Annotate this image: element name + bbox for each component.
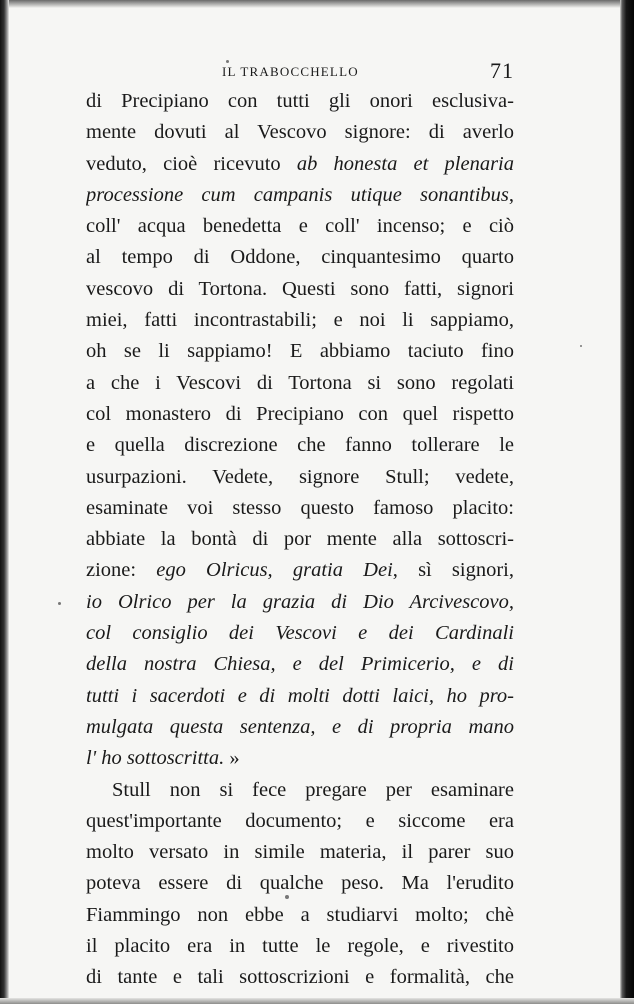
italic-text-segment: tutti i sacerdoti e di molti dotti laici, ho pro-	[86, 684, 514, 707]
text-segment: mente dovuti al Vescovo signore: di averlo	[86, 121, 514, 144]
italic-text-segment: io Olrico per la grazia di Dio Arcivescovo,	[86, 590, 514, 613]
italic-text-segment: col consiglio dei Vescovi e dei Cardinali	[86, 622, 514, 645]
text-segment: abbiate la bontà di por mente alla sottoscri-	[86, 528, 514, 551]
page-bottom-edge	[0, 998, 634, 1004]
italic-text-segment: ego Olricus, gratia Dei	[156, 559, 393, 582]
text-segment: di tante e tali sottoscrizioni e formalità, che	[86, 966, 514, 989]
text-line	[86, 681, 514, 712]
text-line	[86, 837, 514, 868]
text-line	[86, 524, 514, 555]
text-line	[86, 399, 514, 430]
binding-edge	[0, 0, 9, 1004]
page-number: 71	[490, 58, 514, 83]
text-line	[86, 868, 514, 899]
text-segment: Stull non si fece pregare per esaminare	[112, 778, 514, 801]
text-segment: quest'importante documento; e siccome era	[86, 809, 514, 832]
text-segment: veduto, cioè ricevuto	[86, 152, 297, 175]
body-text	[86, 86, 514, 994]
text-line	[86, 743, 514, 774]
text-line	[86, 368, 514, 399]
running-head	[86, 58, 514, 86]
ink-speck	[580, 345, 582, 347]
text-line	[86, 430, 514, 461]
text-line	[86, 649, 514, 680]
text-line	[86, 180, 514, 211]
italic-text-segment: ab honesta et plenaria	[296, 152, 514, 175]
text-line	[86, 242, 514, 273]
text-segment: zione:	[86, 559, 157, 582]
text-segment: »	[224, 747, 240, 770]
text-segment: coll' acqua benedetta e coll' incenso; e ciò	[86, 215, 514, 238]
italic-text-segment: l' ho sottoscritta.	[86, 747, 225, 770]
text-segment: usurpazioni. Vedete, signore Stull; vedete,	[86, 465, 514, 488]
text-segment: esaminate voi stesso questo famoso placito:	[86, 496, 514, 519]
text-segment: Fiammingo non ebbe a studiarvi molto; chè	[86, 903, 514, 926]
ink-speck	[58, 602, 61, 605]
text-segment: al tempo di Oddone, cinquantesimo quarto	[86, 246, 514, 269]
text-line	[86, 305, 514, 336]
text-line	[86, 117, 514, 148]
text-line	[86, 336, 514, 367]
text-line	[86, 555, 514, 586]
text-segment: col monastero di Precipiano con quel rispetto	[86, 402, 514, 425]
italic-text-segment: mulgata questa sentenza, e di propria mano	[86, 715, 514, 738]
italic-text-segment: processione cum campanis utique sonantibus	[86, 183, 509, 206]
text-line	[86, 86, 514, 117]
text-segment: vescovo di Tortona. Questi sono fatti, signori	[86, 277, 514, 300]
text-segment: miei, fatti incontrastabili; e noi li sappiamo,	[86, 309, 514, 332]
text-line	[86, 587, 514, 618]
text-line	[86, 712, 514, 743]
text-line	[86, 806, 514, 837]
page-top-edge	[0, 0, 634, 8]
text-line	[86, 493, 514, 524]
running-title: IL TRABOCCHELLO	[222, 64, 359, 79]
text-line	[86, 775, 514, 806]
text-segment: poteva essere di qualche peso. Ma l'erudito	[86, 872, 514, 895]
text-line	[86, 962, 514, 993]
text-segment: e quella discrezione che fanno tollerare le	[86, 434, 514, 457]
text-segment: di Precipiano con tutti gli onori esclusiva-	[86, 90, 514, 112]
text-line	[86, 462, 514, 493]
italic-text-segment: della nostra Chiesa, e del Primicerio, e di	[86, 653, 514, 676]
text-segment: oh se li sappiamo! E abbiamo taciuto fino	[86, 340, 514, 363]
text-line	[86, 149, 514, 180]
page-right-edge	[620, 0, 634, 1004]
text-line	[86, 900, 514, 931]
text-line	[86, 211, 514, 242]
text-line	[86, 618, 514, 649]
text-line	[86, 931, 514, 962]
text-segment: a che i Vescovi di Tortona si sono regolati	[86, 371, 514, 394]
text-segment: molto versato in simile materia, il parer suo	[86, 841, 514, 864]
text-segment: ,	[508, 183, 514, 206]
text-segment: , sì signori,	[392, 559, 514, 582]
text-line	[86, 274, 514, 305]
text-segment: il placito era in tutte le regole, e rivestito	[86, 935, 514, 958]
